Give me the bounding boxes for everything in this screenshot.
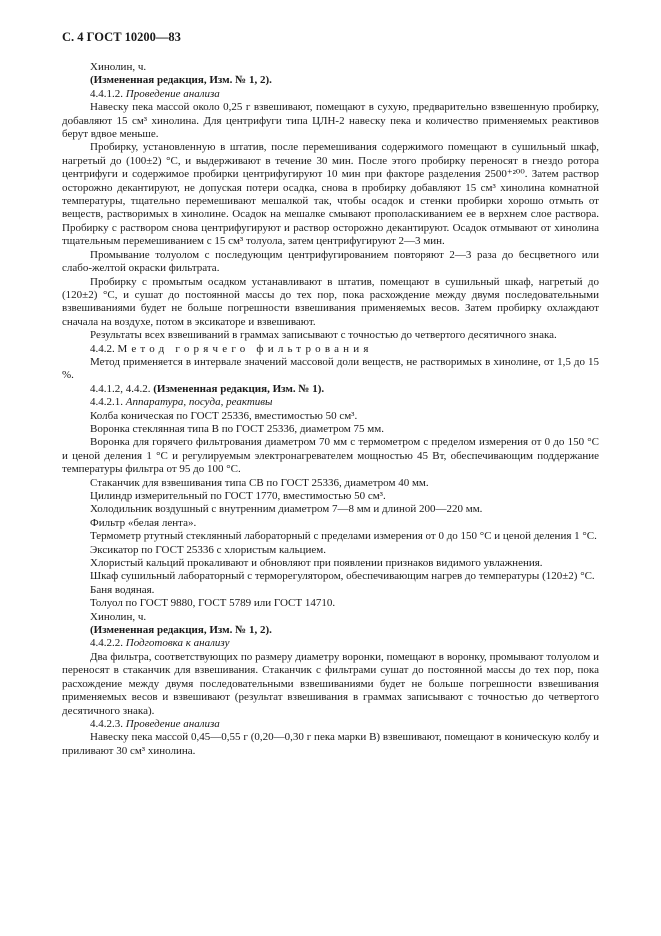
paragraph [62,343,599,356]
paragraph: Колба коническая по ГОСТ 25336, вместимостью 50 см³. [90,409,358,422]
paragraph: Навеску пека массой около 0,25 г взвешивают, помещают в сухую, предварительно взвешенную пробирку, добавляют 15 см³ хинолина. Для центрифуги типа ЦЛН-2 навеску пека и количество применяемых реактивов берут вдвое меньше. [62,101,599,141]
document-body [62,61,599,758]
section-number: 4.4.2.2. [90,637,126,650]
paragraph [62,396,599,409]
paragraph: Хинолин, ч. [90,610,147,623]
paragraph: Пробирку с промытым осадком устанавливают в штатив, помещают в сушильный шкаф, нагретый до (120±2) °С, и сушат до постоянной массы до тех пор, пока расхождение между двумя последовательными взвешиваниями будет не больше погрешности взвешивания применяемых весов. Затем пробирку охлаждают сначала на воздухе, потом в эксикаторе и взвешивают. [62,275,599,328]
paragraph: Фильтр «белая лента». [90,516,197,529]
section-heading: Проведение анализа [125,87,220,100]
paragraph: Пробирку, установленную в штатив, после перемешивания содержимого помещают в сушильный шкаф, нагретый до (100±2) °С, и выдерживают в течение 30 мин. После этого пробирку переносят в гнездо ротора центрифуги и содержимое пробирки центрифугируют 10 мин при факторе разделения 2500⁺²⁰⁰. Затем раствор осторожно декантируют, не допуская потери осадка, снова в пробирку добавляют 15 см³ хинолина комнатной температуры, тщательно перемешивают мешалкой так, чтобы осадок и стенки пробирки хорошо отмыть от веществ, растворимых в хинолине. Осадок на мешалке смывают прополаскиванием ее в верхнем слое раствора. Пробирку с раствором снова центрифугируют и раствор осторожно декантируют. Осадок отмывают от хинолина тщательным перемешиванием с 15 см³ толуола, затем центрифугируют 2—3 мин. [62,141,599,248]
paragraph: Хинолин, ч. [90,61,147,73]
section-heading: Подготовка к анализу [125,637,230,650]
paragraph: Стаканчик для взвешивания типа СВ по ГОСТ 25336, диаметром 40 мм. [90,476,429,489]
paragraph: Результаты всех взвешиваний в граммах записывают с точностью до четвертого десятичного знака. [90,329,557,342]
page-header: С. 4 ГОСТ 10200—83 [62,30,181,44]
paragraph: (Измененная редакция, Изм. № 1, 2). [90,74,272,87]
paragraph: (Измененная редакция, Изм. № 1, 2). [90,624,272,637]
section-number: 4.4.2.3. [90,717,126,730]
paragraph [62,718,599,731]
section-heading: Аппаратура, посуда, реактивы [125,396,273,409]
paragraph: Воронка стеклянная типа В по ГОСТ 25336, диаметром 75 мм. [90,422,384,435]
paragraph: Шкаф сушильный лабораторный с терморегулятором, обеспечивающим нагрев до температуры (120±2) °С. [90,570,595,583]
paragraph: Хлористый кальций прокаливают и обновляют при появлении признаков видимого увлажнения. [90,557,543,570]
paragraph [62,383,599,396]
paragraph: Промывание толуолом с последующим центрифугированием повторяют 2—3 раза до бесцветного или слабо-желтой окраски фильтрата. [62,248,599,275]
section-heading: Проведение анализа [125,717,220,730]
paragraph [62,637,599,650]
paragraph: Воронка для горячего фильтрования диаметром 70 мм с термометром с пределом измерения от 0 до 150 °С и ценой деления 1 °С и регулируемым электронагревателем мощностью 45 Вт, обеспечивающим поддержание температуры фильтра от 95 до 100 °С. [62,436,599,476]
paragraph: Холодильник воздушный с внутренним диаметром 7—8 мм и длиной 200—220 мм. [90,503,483,516]
paragraph [62,88,599,101]
section-heading: Метод горячего фильтрования [117,342,373,355]
paragraph: Термометр ртутный стеклянный лабораторный с пределами измерения от 0 до 150 °С и ценой деления 1 °С. [90,530,597,543]
paragraph: Метод применяется в интервале значений массовой доли веществ, не растворимых в хинолине, от 1,5 до 15 %. [62,355,599,382]
section-number: 4.4.2. [90,342,118,355]
section-heading: (Измененная редакция, Изм. № 1). [153,382,325,395]
paragraph: Толуол по ГОСТ 9880, ГОСТ 5789 или ГОСТ 14710. [90,597,336,610]
paragraph: Навеску пека массой 0,45—0,55 г (0,20—0,30 г пека марки В) взвешивают, помещают в коническую колбу и приливают 30 см³ хинолина. [62,731,599,757]
paragraph: Два фильтра, соответствующих по размеру диаметру воронки, помещают в воронку, промывают толуолом и переносят в стаканчик для взвешивания. Стаканчик с фильтрами сушат до постоянной массы до тех пор, пока расхождение между двумя последовательными взвешиваниями будет не больше погрешности взвешивания применяемых весов и взвешивают (результат взвешивания в граммах записывают с точностью до четвертого десятичного знака). [62,650,599,717]
section-number: 4.4.1.2. [90,87,126,100]
paragraph: Баня водяная. [90,583,155,596]
paragraph: Цилиндр измерительный по ГОСТ 1770, вместимостью 50 см³. [90,490,386,502]
section-number: 4.4.2.1. [90,396,126,409]
section-number: 4.4.1.2, 4.4.2. [90,382,154,395]
paragraph: Эксикатор по ГОСТ 25336 с хлористым кальцием. [90,543,326,556]
